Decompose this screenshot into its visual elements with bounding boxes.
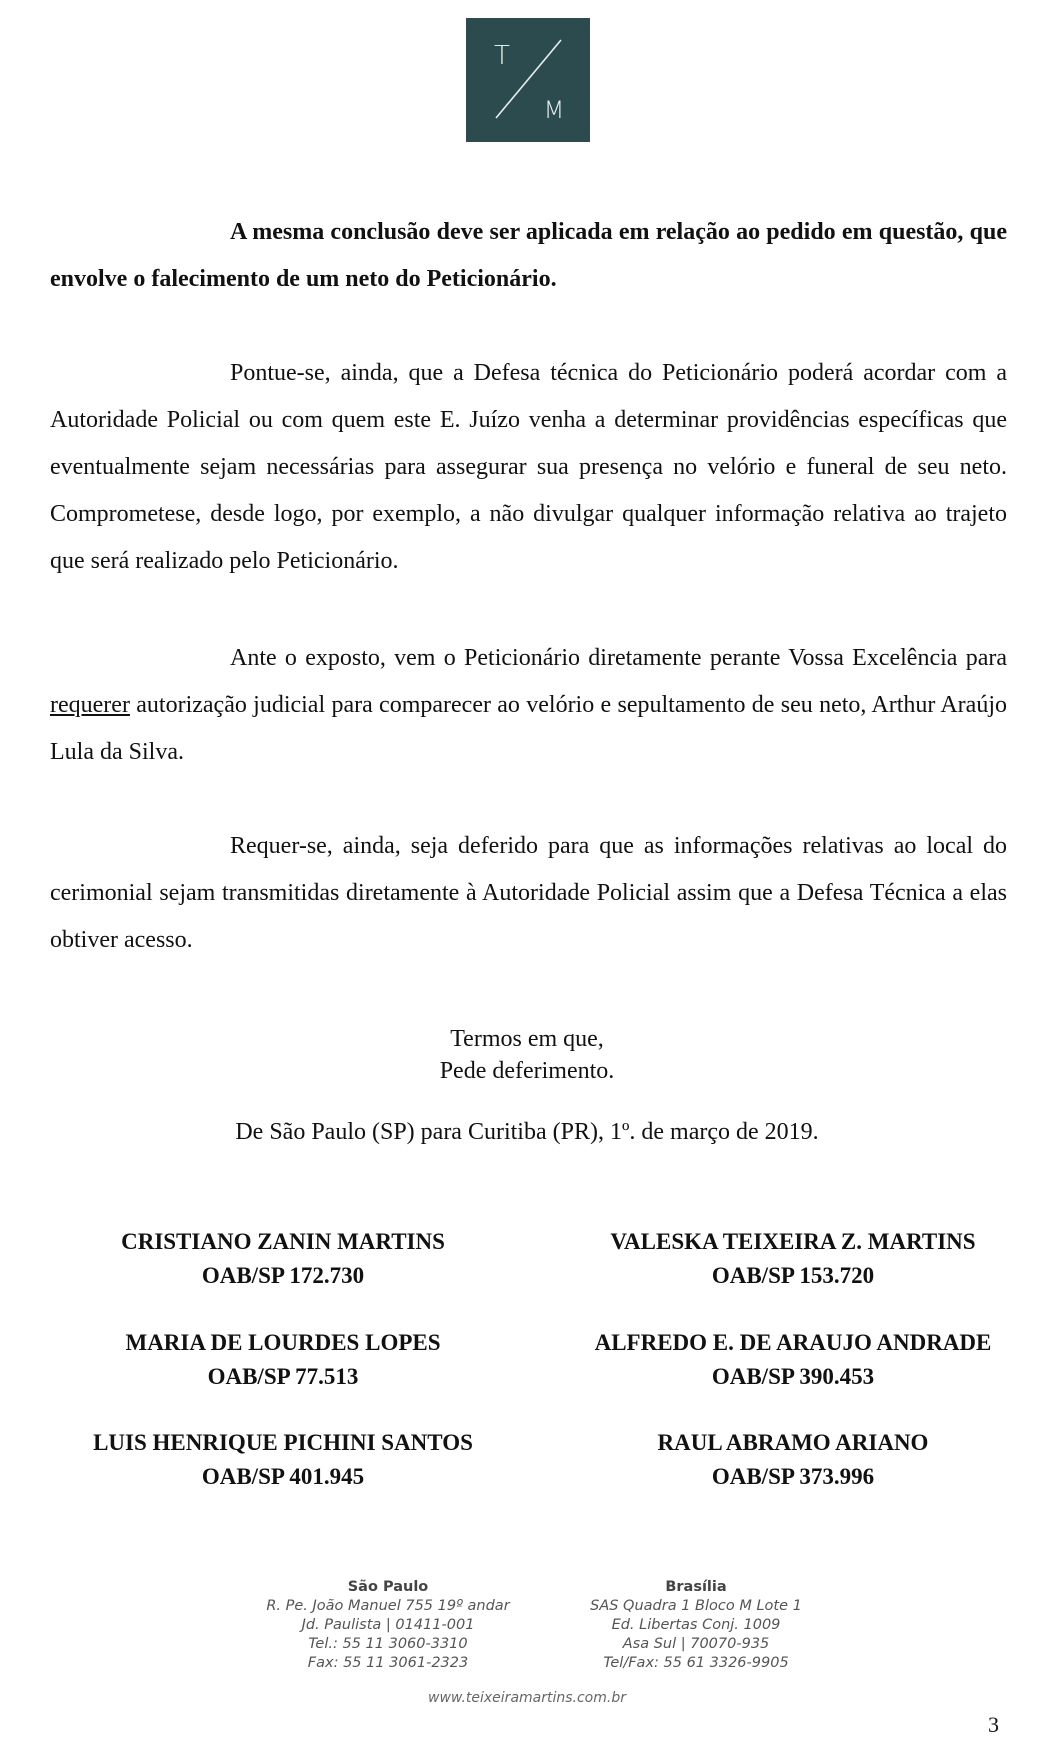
signature-block [553, 1326, 1033, 1394]
office-city: São Paulo [347, 1579, 429, 1595]
signature-block [553, 1225, 1033, 1293]
office-phone: Tel/Fax: 55 61 3326-9905 [603, 1655, 789, 1671]
footer-office-sao-paulo [218, 1578, 558, 1673]
office-fax: Fax: 55 11 3061-2323 [307, 1655, 469, 1671]
request-underlined-word: requerer [50, 692, 130, 718]
closing-request: Pede deferimento. [439, 1058, 615, 1084]
signature-block [553, 1426, 1033, 1494]
office-address: R. Pe. João Manuel 755 19º andar [266, 1598, 510, 1614]
signature-block [43, 1225, 523, 1293]
office-district: Asa Sul | 70070-935 [622, 1636, 770, 1652]
date-line: De São Paulo (SP) para Curitiba (PR), 1º. de março de 2019. [235, 1119, 819, 1145]
lawyer-name: RAUL ABRAMO ARIANO [657, 1430, 929, 1455]
signature-block [43, 1426, 523, 1494]
paragraph-ceremony-info: Requer-se, ainda, seja deferido para que as informações relativas ao local do cerimonial sejam transmitidas diretamente à Autoridade Policial assim que a Defesa Técnica a elas obtiver acesso. [50, 833, 1007, 953]
office-city: Brasília [665, 1579, 727, 1595]
request-text-after: autorização judicial para comparecer ao velório e sepultamento de seu neto, Arthur Araújo Lula da Silva. [50, 692, 1007, 765]
office-building: Ed. Libertas Conj. 1009 [611, 1617, 781, 1633]
lawyer-oab: OAB/SP 401.945 [201, 1464, 365, 1489]
firm-logo [466, 18, 590, 142]
footer-office-brasilia [526, 1578, 866, 1673]
office-address: SAS Quadra 1 Bloco M Lote 1 [590, 1598, 802, 1614]
logo-letter-m: M [543, 96, 565, 124]
office-district: Jd. Paulista | 01411-001 [301, 1617, 475, 1633]
lawyer-oab: OAB/SP 172.730 [201, 1263, 365, 1288]
lawyer-oab: OAB/SP 153.720 [711, 1263, 875, 1288]
office-phone: Tel.: 55 11 3060-3310 [308, 1636, 468, 1652]
paragraph-conclusion: A mesma conclusão deve ser aplicada em relação ao pedido em questão, que envolve o falecimento de um neto do Peticionário. [50, 219, 1007, 292]
lawyer-name: MARIA DE LOURDES LOPES [125, 1330, 441, 1355]
page-number: 3 [988, 1712, 999, 1737]
lawyer-oab: OAB/SP 373.996 [711, 1464, 875, 1489]
lawyer-name: CRISTIANO ZANIN MARTINS [121, 1229, 445, 1254]
request-text-before: Ante o exposto, vem o Peticionário diretamente perante Vossa Excelência para [230, 645, 1007, 671]
signature-block [43, 1326, 523, 1394]
logo-letter-t: T [494, 41, 510, 71]
firm-website-link[interactable]: www.teixeiramartins.com.br [428, 1690, 626, 1706]
lawyer-name: VALESKA TEIXEIRA Z. MARTINS [610, 1229, 976, 1254]
lawyer-oab: OAB/SP 390.453 [711, 1364, 875, 1389]
lawyer-name: LUIS HENRIQUE PICHINI SANTOS [93, 1430, 473, 1455]
lawyer-name: ALFREDO E. DE ARAUJO ANDRADE [594, 1330, 992, 1355]
paragraph-defense-agreement: Pontue-se, ainda, que a Defesa técnica do Peticionário poderá acordar com a Autoridade Policial ou com quem este E. Juízo venha a determinar providências específicas que eventualmente sejam necessárias para assegurar sua presença no velório e funeral de seu neto. Comprometese, desde logo, por exemplo, a não divulgar qualquer informação relativa ao trajeto que será realizado pelo Peticionário. [50, 360, 1007, 574]
closing-terms: Termos em que, [450, 1026, 604, 1052]
lawyer-oab: OAB/SP 77.513 [207, 1364, 359, 1389]
paragraph-request-authorization [50, 635, 1007, 776]
